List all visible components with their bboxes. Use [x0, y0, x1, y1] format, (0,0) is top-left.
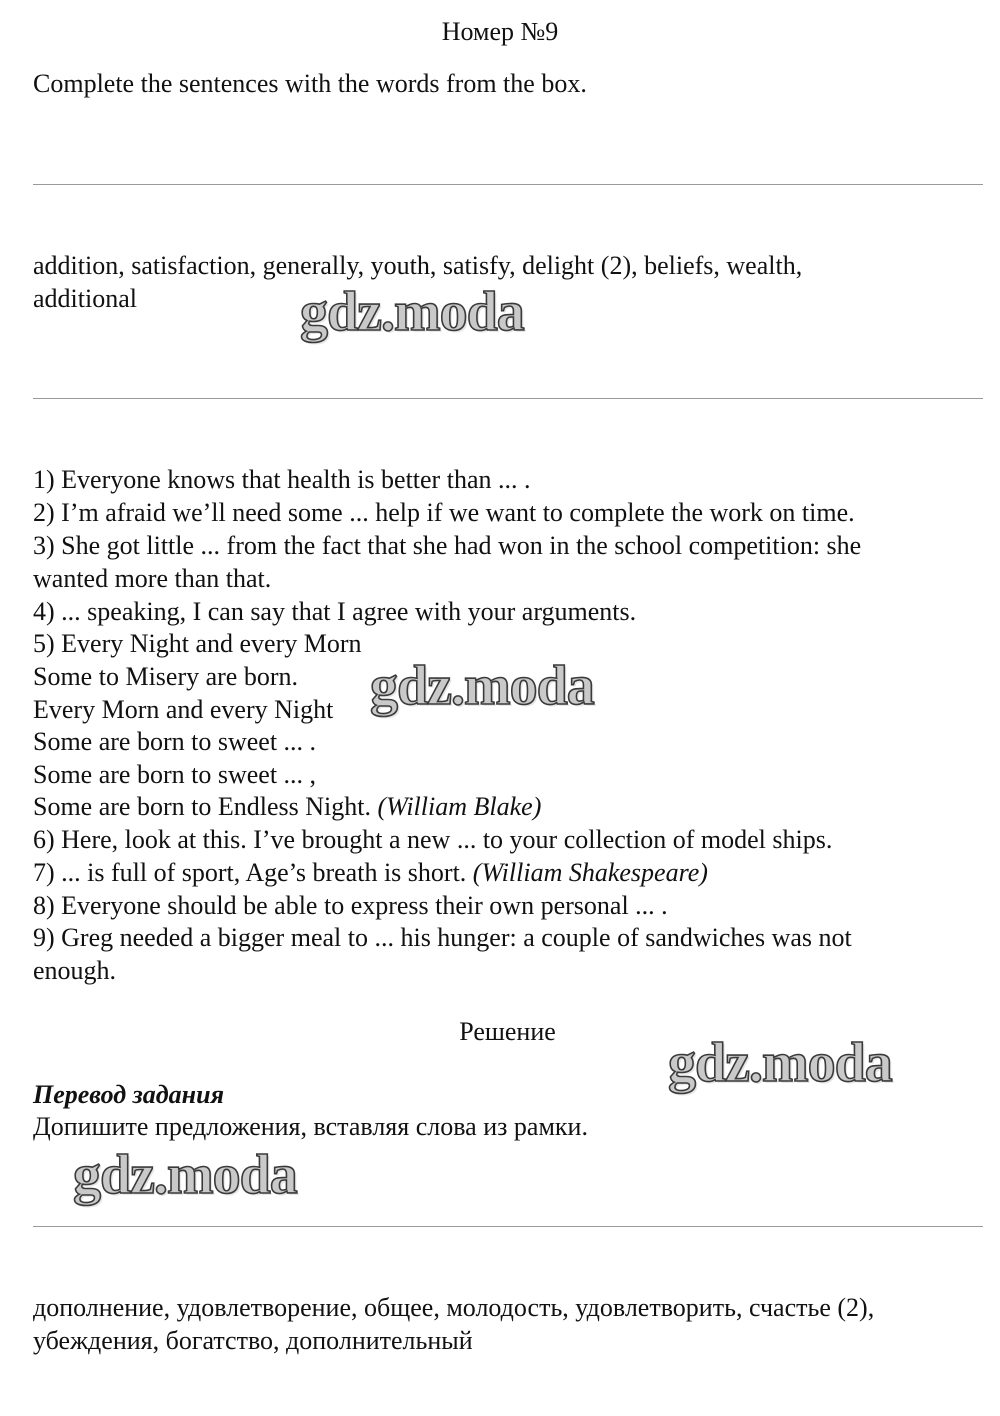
sentence-text: Some to Misery are born. [33, 662, 299, 691]
translation-text: Допишите предложения, вставляя слова из рамки. [33, 1112, 588, 1141]
sentence-text: 6) Here, look at this. I’ve brought a new ... to your collection of model ships. [33, 825, 833, 854]
sentence-line [33, 725, 316, 758]
sentence-text: wanted more than that. [33, 564, 272, 593]
divider [33, 398, 983, 399]
sentence-line [33, 595, 636, 628]
sentence-text: Some are born to sweet ... . [33, 727, 317, 756]
sentence-text: 2) I’m afraid we’ll need some ... help if we want to complete the work on time. [33, 498, 855, 527]
sentence-line [33, 954, 116, 987]
sentence-line [33, 529, 861, 562]
sentence-line [33, 856, 708, 889]
sentence-text: Some are born to Endless Night. [33, 792, 378, 821]
translation-title: Перевод задания [33, 1080, 224, 1109]
sentence-line [33, 496, 855, 529]
sentence-text: 8) Everyone should be able to express their own personal ... . [33, 891, 668, 920]
sentence-text: Some are born to sweet ... , [33, 760, 317, 789]
sentence-text: 3) She got little ... from the fact that she had won in the school competition: she [33, 531, 862, 560]
sentence-text: enough. [33, 956, 117, 985]
watermark-logo: gdz.moda [370, 655, 594, 717]
word-box-ru-line: дополнение, удовлетворение, общее, молодость, удовлетворить, счастье (2), [33, 1293, 875, 1322]
word-box-line: addition, satisfaction, generally, youth, satisfy, delight (2), beliefs, wealth, [33, 251, 803, 280]
quote-author: (William Shakespeare) [472, 858, 708, 887]
sentence-text: 1) Everyone knows that health is better than ... . [33, 465, 531, 494]
sentence-line [33, 921, 852, 954]
sentence-line [33, 823, 832, 856]
divider [33, 1226, 983, 1227]
sentence-line [33, 660, 298, 693]
sentence-line [33, 758, 316, 791]
sentence-text: 7) ... is full of sport, Age’s breath is short. [33, 858, 473, 887]
sentence-line [33, 790, 541, 823]
sentence-line [33, 562, 271, 595]
sentence-text: 4) ... speaking, I can say that I agree with your arguments. [33, 597, 637, 626]
word-box-line: additional [33, 284, 137, 313]
sentence-text: 9) Greg needed a bigger meal to ... his hunger: a couple of sandwiches was not [33, 923, 852, 952]
quote-author: (William Blake) [377, 792, 542, 821]
sentence-line [33, 627, 362, 660]
sentence-line [33, 693, 333, 726]
solution-heading: Решение [459, 1017, 556, 1046]
sentence-line [33, 889, 668, 922]
page-title: Номер №9 [441, 17, 559, 46]
watermark-logo: gdz.moda [73, 1144, 297, 1206]
sentence-line [33, 463, 530, 496]
word-box-ru-line: убеждения, богатство, дополнительный [33, 1326, 473, 1355]
watermark-logo: gdz.moda [668, 1032, 892, 1094]
divider [33, 184, 983, 185]
sentence-text: Every Morn and every Night [33, 695, 334, 724]
watermark-logo: gdz.moda [300, 281, 524, 343]
task-instruction: Complete the sentences with the words from the box. [33, 69, 587, 98]
sentence-text: 5) Every Night and every Morn [33, 629, 362, 658]
